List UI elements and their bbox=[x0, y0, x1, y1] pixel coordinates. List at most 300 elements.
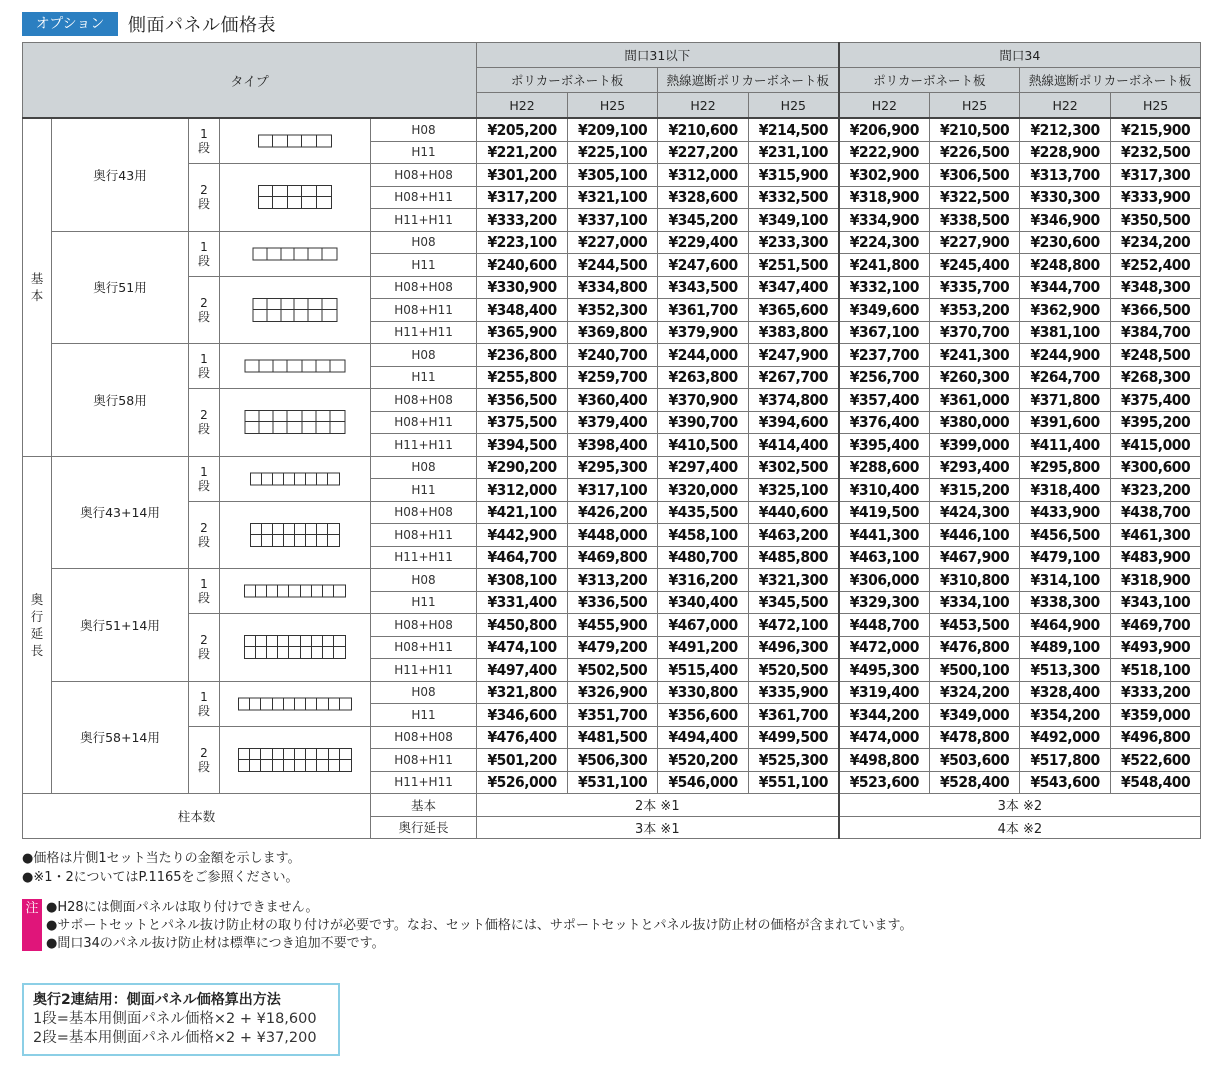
panel-cell bbox=[312, 636, 323, 647]
price-cell: ¥335,900 bbox=[749, 681, 839, 704]
caution-item: ●間口34のパネル抜け防止材は標準につき追加不要です。 bbox=[46, 936, 385, 951]
price-cell: ¥320,000 bbox=[658, 479, 749, 502]
panel-cell bbox=[306, 524, 317, 535]
panel-cell bbox=[312, 586, 323, 597]
price-cell: ¥531,100 bbox=[568, 771, 658, 794]
price-cell: ¥502,500 bbox=[568, 659, 658, 682]
tier-label bbox=[189, 726, 220, 794]
price-cell: ¥344,700 bbox=[1020, 276, 1111, 299]
price-cell: ¥414,400 bbox=[749, 434, 839, 457]
panel-cell bbox=[317, 186, 331, 197]
price-cell: ¥210,500 bbox=[930, 118, 1020, 141]
price-cell: ¥317,100 bbox=[568, 479, 658, 502]
price-cell: ¥361,700 bbox=[658, 299, 749, 322]
panel-cell bbox=[295, 749, 306, 760]
panel-cell bbox=[329, 749, 340, 760]
panel-cell bbox=[260, 361, 274, 372]
panel-cell bbox=[267, 248, 281, 259]
one-tier-panel-icon bbox=[220, 681, 371, 726]
panel-cell bbox=[245, 647, 256, 658]
panel-cell bbox=[317, 698, 328, 709]
panel-cell bbox=[246, 361, 260, 372]
price-cell: ¥323,200 bbox=[1111, 479, 1201, 502]
panel-grid-icon bbox=[258, 185, 332, 209]
panel-cell bbox=[302, 422, 316, 433]
price-cell: ¥478,800 bbox=[930, 726, 1020, 749]
price-cell: ¥380,000 bbox=[930, 411, 1020, 434]
price-cell: ¥481,500 bbox=[568, 726, 658, 749]
price-cell: ¥520,500 bbox=[749, 659, 839, 682]
panel-cell bbox=[260, 411, 274, 422]
variant-label: H11 bbox=[371, 141, 477, 164]
price-cell: ¥241,300 bbox=[930, 344, 1020, 367]
price-cell: ¥335,700 bbox=[930, 276, 1020, 299]
price-cell: ¥230,600 bbox=[1020, 231, 1111, 254]
variant-label: H08 bbox=[371, 681, 477, 704]
panel-cell bbox=[239, 749, 250, 760]
panel-cell bbox=[328, 524, 339, 535]
panel-cell bbox=[317, 524, 328, 535]
price-cell: ¥424,300 bbox=[930, 501, 1020, 524]
panel-cell bbox=[281, 248, 295, 259]
panel-cell bbox=[261, 749, 272, 760]
one-tier-panel-icon bbox=[220, 569, 371, 614]
panel-cell bbox=[334, 647, 345, 658]
panel-cell bbox=[317, 197, 331, 208]
panel-grid-icon bbox=[244, 585, 346, 598]
price-cell: ¥308,100 bbox=[477, 569, 568, 592]
panel-cell bbox=[281, 299, 295, 310]
price-row bbox=[23, 614, 1201, 637]
panel-cell bbox=[317, 535, 328, 546]
variant-label: H11+H11 bbox=[371, 434, 477, 457]
panel-cell bbox=[267, 636, 278, 647]
panel-cell bbox=[302, 361, 316, 372]
variant-label: H08+H11 bbox=[371, 524, 477, 547]
panel-cell bbox=[251, 535, 262, 546]
price-cell: ¥302,500 bbox=[749, 456, 839, 479]
price-cell: ¥318,400 bbox=[1020, 479, 1111, 502]
price-cell: ¥419,500 bbox=[839, 501, 930, 524]
price-cell: ¥227,000 bbox=[568, 231, 658, 254]
price-cell: ¥310,800 bbox=[930, 569, 1020, 592]
price-cell: ¥297,400 bbox=[658, 456, 749, 479]
tier-label bbox=[189, 118, 220, 164]
variant-label: H11 bbox=[371, 254, 477, 277]
price-cell: ¥312,000 bbox=[658, 164, 749, 187]
variant-label: H08+H11 bbox=[371, 749, 477, 772]
price-cell: ¥371,800 bbox=[1020, 389, 1111, 412]
price-cell: ¥264,700 bbox=[1020, 366, 1111, 389]
price-cell: ¥330,800 bbox=[658, 681, 749, 704]
price-cell: ¥546,000 bbox=[658, 771, 749, 794]
tier-label-text: 2段 bbox=[198, 633, 211, 662]
panel-cell bbox=[330, 411, 344, 422]
price-cell: ¥365,900 bbox=[477, 321, 568, 344]
price-cell: ¥344,200 bbox=[839, 704, 930, 727]
panel-cell bbox=[334, 636, 345, 647]
page-header bbox=[22, 11, 276, 37]
price-cell: ¥369,800 bbox=[568, 321, 658, 344]
tier-label bbox=[189, 456, 220, 501]
price-cell: ¥267,700 bbox=[749, 366, 839, 389]
variant-label: H08 bbox=[371, 344, 477, 367]
panel-cell bbox=[256, 636, 267, 647]
price-cell: ¥526,000 bbox=[477, 771, 568, 794]
price-cell: ¥345,500 bbox=[749, 591, 839, 614]
group-label bbox=[23, 456, 52, 794]
panel-cell bbox=[289, 636, 300, 647]
price-cell: ¥357,400 bbox=[839, 389, 930, 412]
height-header: H22 bbox=[839, 93, 930, 119]
price-cell: ¥227,200 bbox=[658, 141, 749, 164]
price-cell: ¥263,800 bbox=[658, 366, 749, 389]
price-cell: ¥228,900 bbox=[1020, 141, 1111, 164]
price-cell: ¥244,900 bbox=[1020, 344, 1111, 367]
price-cell: ¥506,300 bbox=[568, 749, 658, 772]
price-cell: ¥356,600 bbox=[658, 704, 749, 727]
panel-cell bbox=[281, 310, 295, 321]
panel-cell bbox=[288, 197, 302, 208]
price-cell: ¥464,900 bbox=[1020, 614, 1111, 637]
price-cell: ¥224,300 bbox=[839, 231, 930, 254]
panel-grid-icon bbox=[250, 472, 340, 485]
caution-item: ●H28には側面パネルは取り付けできません。 bbox=[46, 900, 319, 915]
panel-cell bbox=[250, 698, 261, 709]
price-cell: ¥347,400 bbox=[749, 276, 839, 299]
panel-cell bbox=[309, 248, 323, 259]
price-cell: ¥351,700 bbox=[568, 704, 658, 727]
price-row bbox=[23, 681, 1201, 704]
price-cell: ¥426,200 bbox=[568, 501, 658, 524]
panel-cell bbox=[288, 422, 302, 433]
price-cell: ¥379,400 bbox=[568, 411, 658, 434]
price-cell: ¥322,500 bbox=[930, 186, 1020, 209]
price-cell: ¥226,500 bbox=[930, 141, 1020, 164]
tier-label bbox=[189, 569, 220, 614]
price-row bbox=[23, 389, 1201, 412]
price-row bbox=[23, 276, 1201, 299]
panel-cell bbox=[295, 535, 306, 546]
panel-cell bbox=[278, 636, 289, 647]
calculation-box bbox=[22, 983, 340, 1056]
price-cell: ¥245,400 bbox=[930, 254, 1020, 277]
tier-label bbox=[189, 501, 220, 569]
price-row bbox=[23, 456, 1201, 479]
tier-label bbox=[189, 164, 220, 232]
price-cell: ¥370,700 bbox=[930, 321, 1020, 344]
variant-label: H08 bbox=[371, 231, 477, 254]
price-cell: ¥415,000 bbox=[1111, 434, 1201, 457]
price-cell: ¥336,500 bbox=[568, 591, 658, 614]
panel-cell bbox=[239, 760, 250, 771]
panel-cell bbox=[278, 586, 289, 597]
price-cell: ¥410,500 bbox=[658, 434, 749, 457]
price-cell: ¥367,100 bbox=[839, 321, 930, 344]
one-tier-panel-icon bbox=[220, 456, 371, 501]
price-cell: ¥495,300 bbox=[839, 659, 930, 682]
panel-grid-icon bbox=[245, 410, 346, 434]
panel-cell bbox=[251, 524, 262, 535]
calculation-title: 奥行2連結用：側面パネル価格算出方法 bbox=[33, 992, 281, 1008]
price-cell: ¥301,200 bbox=[477, 164, 568, 187]
variant-label: H11 bbox=[371, 591, 477, 614]
price-cell: ¥518,100 bbox=[1111, 659, 1201, 682]
price-cell: ¥236,800 bbox=[477, 344, 568, 367]
tier-label-text: 1段 bbox=[198, 464, 211, 493]
price-cell: ¥493,900 bbox=[1111, 636, 1201, 659]
price-cell: ¥467,000 bbox=[658, 614, 749, 637]
price-cell: ¥349,600 bbox=[839, 299, 930, 322]
price-cell: ¥244,500 bbox=[568, 254, 658, 277]
variant-label: H08+H08 bbox=[371, 614, 477, 637]
two-tier-panel-icon bbox=[220, 726, 371, 794]
price-cell: ¥317,300 bbox=[1111, 164, 1201, 187]
panel-cell bbox=[256, 647, 267, 658]
price-cell: ¥251,500 bbox=[749, 254, 839, 277]
panel-cell bbox=[284, 473, 295, 484]
price-cell: ¥492,000 bbox=[1020, 726, 1111, 749]
price-cell: ¥381,100 bbox=[1020, 321, 1111, 344]
panel-cell bbox=[309, 299, 323, 310]
material-header: ポリカーボネート板 bbox=[839, 68, 1020, 93]
panel-cell bbox=[274, 411, 288, 422]
price-cell: ¥479,200 bbox=[568, 636, 658, 659]
panel-cell bbox=[323, 310, 337, 321]
variant-label: H08 bbox=[371, 118, 477, 141]
posts-row bbox=[23, 794, 1201, 817]
one-tier-panel-icon bbox=[220, 118, 371, 164]
variant-label: H08 bbox=[371, 569, 477, 592]
price-cell: ¥483,900 bbox=[1111, 546, 1201, 569]
panel-cell bbox=[302, 186, 316, 197]
price-cell: ¥210,600 bbox=[658, 118, 749, 141]
height-header: H25 bbox=[930, 93, 1020, 119]
tier-label bbox=[189, 389, 220, 457]
price-cell: ¥317,200 bbox=[477, 186, 568, 209]
price-cell: ¥461,300 bbox=[1111, 524, 1201, 547]
price-cell: ¥480,700 bbox=[658, 546, 749, 569]
panel-cell bbox=[273, 197, 287, 208]
price-cell: ¥359,000 bbox=[1111, 704, 1201, 727]
price-cell: ¥489,100 bbox=[1020, 636, 1111, 659]
panel-cell bbox=[273, 535, 284, 546]
price-cell: ¥435,500 bbox=[658, 501, 749, 524]
panel-cell bbox=[306, 473, 317, 484]
tier-label-text: 2段 bbox=[198, 745, 211, 774]
price-cell: ¥438,700 bbox=[1111, 501, 1201, 524]
price-cell: ¥315,900 bbox=[749, 164, 839, 187]
panel-grid-icon bbox=[238, 697, 352, 710]
price-cell: ¥523,600 bbox=[839, 771, 930, 794]
panel-cell bbox=[256, 586, 267, 597]
caution-box bbox=[22, 899, 912, 953]
price-cell: ¥215,900 bbox=[1111, 118, 1201, 141]
price-cell: ¥354,200 bbox=[1020, 704, 1111, 727]
two-tier-panel-icon bbox=[220, 276, 371, 344]
variant-label: H08+H08 bbox=[371, 501, 477, 524]
price-cell: ¥225,100 bbox=[568, 141, 658, 164]
variant-label: H11+H11 bbox=[371, 771, 477, 794]
tier-label-text: 2段 bbox=[198, 520, 211, 549]
price-cell: ¥474,100 bbox=[477, 636, 568, 659]
price-cell: ¥248,800 bbox=[1020, 254, 1111, 277]
panel-cell bbox=[340, 760, 351, 771]
header-row bbox=[23, 43, 1201, 68]
price-cell: ¥499,500 bbox=[749, 726, 839, 749]
price-cell: ¥321,100 bbox=[568, 186, 658, 209]
price-cell: ¥330,900 bbox=[477, 276, 568, 299]
price-cell: ¥442,900 bbox=[477, 524, 568, 547]
panel-cell bbox=[267, 586, 278, 597]
price-cell: ¥331,400 bbox=[477, 591, 568, 614]
panel-cell bbox=[340, 698, 351, 709]
panel-cell bbox=[295, 248, 309, 259]
panel-cell bbox=[295, 310, 309, 321]
price-cell: ¥453,500 bbox=[930, 614, 1020, 637]
price-cell: ¥458,100 bbox=[658, 524, 749, 547]
panel-cell bbox=[306, 535, 317, 546]
price-cell: ¥333,200 bbox=[1111, 681, 1201, 704]
price-cell: ¥366,500 bbox=[1111, 299, 1201, 322]
panel-cell bbox=[261, 698, 272, 709]
tier-label bbox=[189, 614, 220, 682]
price-cell: ¥497,400 bbox=[477, 659, 568, 682]
posts-label: 柱本数 bbox=[23, 794, 371, 839]
price-cell: ¥328,400 bbox=[1020, 681, 1111, 704]
one-tier-panel-icon bbox=[220, 231, 371, 276]
panel-cell bbox=[246, 411, 260, 422]
panel-cell bbox=[284, 698, 295, 709]
price-cell: ¥248,500 bbox=[1111, 344, 1201, 367]
variant-label: H11+H11 bbox=[371, 546, 477, 569]
panel-cell bbox=[334, 586, 345, 597]
price-cell: ¥329,300 bbox=[839, 591, 930, 614]
panel-cell bbox=[330, 422, 344, 433]
price-table bbox=[22, 42, 1201, 839]
price-cell: ¥332,100 bbox=[839, 276, 930, 299]
variant-label: H11 bbox=[371, 704, 477, 727]
price-cell: ¥448,000 bbox=[568, 524, 658, 547]
panel-cell bbox=[295, 299, 309, 310]
price-cell: ¥334,900 bbox=[839, 209, 930, 232]
panel-grid-icon bbox=[253, 298, 338, 322]
height-header: H22 bbox=[1020, 93, 1111, 119]
price-cell: ¥360,400 bbox=[568, 389, 658, 412]
price-cell: ¥446,100 bbox=[930, 524, 1020, 547]
price-cell: ¥455,900 bbox=[568, 614, 658, 637]
two-tier-panel-icon bbox=[220, 501, 371, 569]
price-cell: ¥479,100 bbox=[1020, 546, 1111, 569]
panel-cell bbox=[340, 749, 351, 760]
panel-cell bbox=[316, 411, 330, 422]
posts-wide: 4本 ※2 bbox=[839, 816, 1201, 839]
variant-label: H08+H08 bbox=[371, 276, 477, 299]
price-row bbox=[23, 569, 1201, 592]
price-cell: ¥496,800 bbox=[1111, 726, 1201, 749]
price-cell: ¥463,200 bbox=[749, 524, 839, 547]
panel-cell bbox=[323, 248, 337, 259]
tier-label-text: 1段 bbox=[198, 239, 211, 268]
panel-cell bbox=[273, 749, 284, 760]
price-cell: ¥399,000 bbox=[930, 434, 1020, 457]
price-cell: ¥346,900 bbox=[1020, 209, 1111, 232]
panel-cell bbox=[246, 422, 260, 433]
caution-tag: 注 bbox=[22, 899, 42, 951]
price-cell: ¥326,900 bbox=[568, 681, 658, 704]
panel-cell bbox=[302, 136, 316, 147]
tier-label bbox=[189, 231, 220, 276]
variant-label: H11+H11 bbox=[371, 659, 477, 682]
posts-wide: 3本 ※2 bbox=[839, 794, 1201, 817]
price-cell: ¥313,700 bbox=[1020, 164, 1111, 187]
height-header: H25 bbox=[749, 93, 839, 119]
panel-cell bbox=[284, 535, 295, 546]
page-title: 側面パネル価格表 bbox=[128, 15, 276, 36]
price-cell: ¥232,500 bbox=[1111, 141, 1201, 164]
price-cell: ¥543,600 bbox=[1020, 771, 1111, 794]
price-cell: ¥316,200 bbox=[658, 569, 749, 592]
depth-label: 奥行58用 bbox=[52, 344, 189, 457]
price-cell: ¥390,700 bbox=[658, 411, 749, 434]
price-cell: ¥383,800 bbox=[749, 321, 839, 344]
price-cell: ¥365,600 bbox=[749, 299, 839, 322]
price-cell: ¥411,400 bbox=[1020, 434, 1111, 457]
type-header: タイプ bbox=[23, 43, 477, 119]
price-cell: ¥476,400 bbox=[477, 726, 568, 749]
price-cell: ¥448,700 bbox=[839, 614, 930, 637]
panel-cell bbox=[278, 647, 289, 658]
note-line: ●※1・2についてはP.1165をご参照ください。 bbox=[22, 870, 299, 885]
option-badge: オプション bbox=[22, 12, 118, 36]
calculation-line: 2段=基本用側面パネル価格×2 + ¥37,200 bbox=[33, 1030, 317, 1046]
price-cell: ¥433,900 bbox=[1020, 501, 1111, 524]
variant-label: H08+H08 bbox=[371, 389, 477, 412]
posts-type: 奥行延長 bbox=[371, 816, 477, 839]
caution-item: ●サポートセットとパネル抜け防止材の取り付けが必要です。なお、セット価格には、サポートセットとパネル抜け防止材の価格が含まれています。 bbox=[46, 918, 913, 933]
price-cell: ¥472,100 bbox=[749, 614, 839, 637]
price-cell: ¥491,200 bbox=[658, 636, 749, 659]
variant-label: H11+H11 bbox=[371, 321, 477, 344]
price-row bbox=[23, 164, 1201, 187]
panel-cell bbox=[316, 422, 330, 433]
variant-label: H08+H11 bbox=[371, 299, 477, 322]
panel-cell bbox=[323, 586, 334, 597]
panel-cell bbox=[306, 760, 317, 771]
price-row bbox=[23, 501, 1201, 524]
price-cell: ¥463,100 bbox=[839, 546, 930, 569]
price-cell: ¥310,400 bbox=[839, 479, 930, 502]
price-cell: ¥314,100 bbox=[1020, 569, 1111, 592]
material-header: ポリカーボネート板 bbox=[477, 68, 658, 93]
panel-cell bbox=[262, 473, 273, 484]
panel-cell bbox=[267, 647, 278, 658]
price-cell: ¥343,100 bbox=[1111, 591, 1201, 614]
panel-cell bbox=[267, 310, 281, 321]
material-header: 熱線遮断ポリカーボネート板 bbox=[1020, 68, 1201, 93]
panel-cell bbox=[306, 698, 317, 709]
price-cell: ¥515,400 bbox=[658, 659, 749, 682]
posts-narrow: 3本 ※1 bbox=[477, 816, 839, 839]
price-cell: ¥206,900 bbox=[839, 118, 930, 141]
price-cell: ¥525,300 bbox=[749, 749, 839, 772]
price-cell: ¥340,400 bbox=[658, 591, 749, 614]
price-cell: ¥252,400 bbox=[1111, 254, 1201, 277]
depth-label: 奥行43+14用 bbox=[52, 456, 189, 569]
panel-cell bbox=[317, 749, 328, 760]
variant-label: H11 bbox=[371, 479, 477, 502]
price-cell: ¥441,300 bbox=[839, 524, 930, 547]
